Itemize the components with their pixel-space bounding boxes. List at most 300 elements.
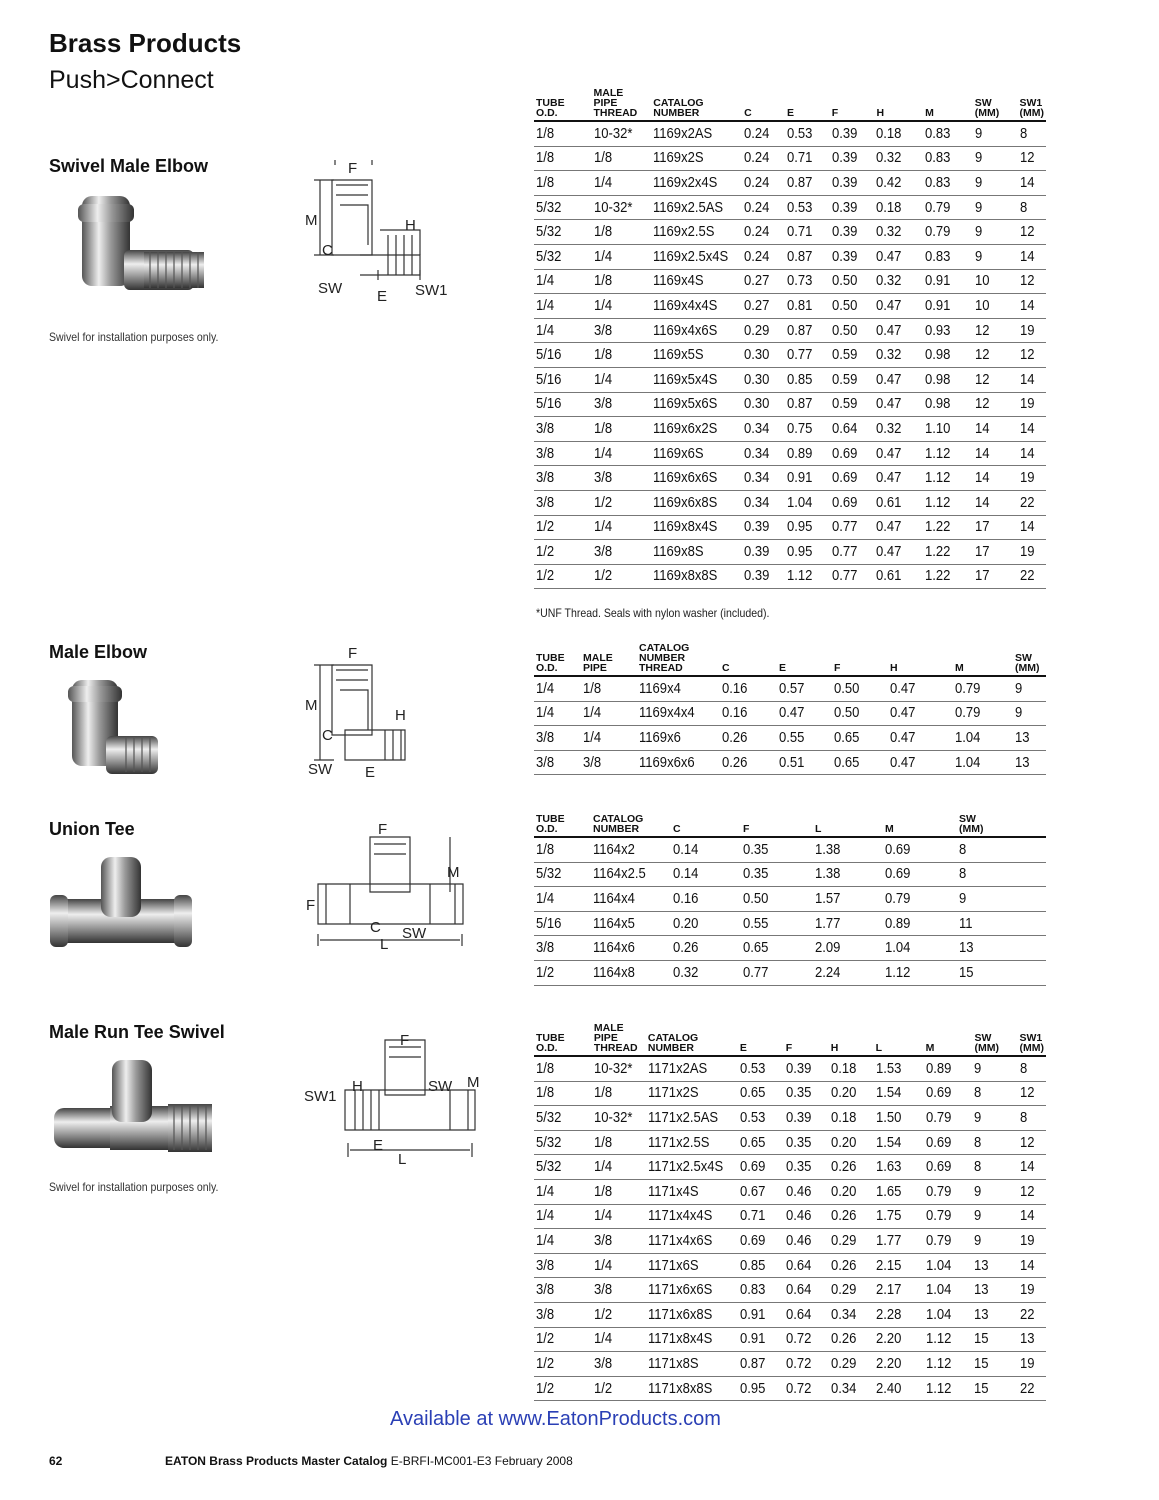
table-cell: 1.12 xyxy=(924,1376,973,1401)
table-cell: 2.24 xyxy=(813,960,883,985)
table-cell: 0.57 xyxy=(777,676,832,701)
table-cell: 19 xyxy=(1018,466,1047,491)
col-header: F xyxy=(830,88,875,121)
table-cell: 0.65 xyxy=(738,1130,784,1155)
table-cell: 0.30 xyxy=(742,392,785,417)
table-cell: 9 xyxy=(973,146,1018,171)
table-cell: 1.04 xyxy=(785,490,830,515)
table-row xyxy=(534,887,1046,912)
table-cell: 0.87 xyxy=(785,392,830,417)
table-cell: 5/32 xyxy=(534,195,592,220)
table-cell: 0.79 xyxy=(924,1106,973,1131)
table-cell: 1.04 xyxy=(924,1278,973,1303)
table-cell: 1.38 xyxy=(813,862,883,887)
col-header: M xyxy=(923,88,973,121)
table-cell: 0.39 xyxy=(742,564,785,589)
table-row xyxy=(534,1106,1046,1131)
table-cell: 0.69 xyxy=(830,490,875,515)
table-cell: 1/8 xyxy=(592,146,652,171)
table-cell: 3/8 xyxy=(592,466,652,491)
table-cell: 8 xyxy=(1018,1106,1047,1131)
col-header: E xyxy=(785,88,830,121)
col-header: SW (MM) xyxy=(957,814,1046,837)
table-cell: 12 xyxy=(1018,1130,1047,1155)
table-cell: 2.40 xyxy=(874,1376,924,1401)
table-row xyxy=(534,1130,1046,1155)
table-cell: 1169x2AS xyxy=(651,121,742,146)
table-cell: 1.53 xyxy=(874,1056,924,1081)
table-cell: 1/2 xyxy=(592,1302,646,1327)
table-cell: 0.53 xyxy=(738,1106,784,1131)
table-cell: 0.77 xyxy=(741,960,813,985)
table-cell: 0.34 xyxy=(742,490,785,515)
table-cell: 0.69 xyxy=(830,466,875,491)
table-cell: 0.39 xyxy=(830,121,875,146)
table-cell: 12 xyxy=(1018,1179,1047,1204)
table-cell: 0.53 xyxy=(785,195,830,220)
table-cell: 0.69 xyxy=(830,441,875,466)
table-cell: 1/8 xyxy=(534,1081,592,1106)
table-cell: 1171x2.5S xyxy=(646,1130,738,1155)
table-cell: 1169x6S xyxy=(651,441,742,466)
table-row xyxy=(534,701,1046,726)
table-cell: 0.24 xyxy=(742,146,785,171)
svg-text:F: F xyxy=(348,160,358,177)
table-row xyxy=(534,417,1046,442)
table-cell: 1169x8x8S xyxy=(651,564,742,589)
svg-text:C: C xyxy=(322,242,333,259)
table-cell: 15 xyxy=(972,1327,1017,1352)
table-cell: 14 xyxy=(1018,1253,1047,1278)
table-row xyxy=(534,1229,1046,1254)
table-cell: 1/4 xyxy=(592,515,652,540)
table-cell: 1.12 xyxy=(923,466,973,491)
table-row xyxy=(534,564,1046,589)
table-cell: 0.69 xyxy=(883,862,957,887)
col-header: M xyxy=(883,814,957,837)
table-cell: 0.27 xyxy=(742,269,785,294)
table-cell: 0.98 xyxy=(923,367,973,392)
table-cell: 5/16 xyxy=(534,367,592,392)
table-cell: 0.83 xyxy=(923,146,973,171)
table-cell: 0.24 xyxy=(742,195,785,220)
table-cell: 0.39 xyxy=(742,515,785,540)
col-header: E xyxy=(777,643,832,676)
table-cell: 1/2 xyxy=(534,1352,592,1377)
table-cell: 19 xyxy=(1018,1352,1047,1377)
table-cell: 0.83 xyxy=(923,121,973,146)
table-cell: 3/8 xyxy=(592,318,652,343)
table-cell: 3/8 xyxy=(534,1302,592,1327)
table-cell: 9 xyxy=(957,887,1046,912)
table-cell: 14 xyxy=(1018,171,1047,196)
swivel-footnote: *UNF Thread. Seals with nylon washer (included). xyxy=(536,606,770,620)
table-cell: 3/8 xyxy=(592,540,652,565)
table-cell: 0.77 xyxy=(830,515,875,540)
table-cell: 1171x6x8S xyxy=(646,1302,738,1327)
table-cell: 19 xyxy=(1018,1229,1047,1254)
table-cell: 0.26 xyxy=(829,1253,874,1278)
table-cell: 9 xyxy=(973,220,1018,245)
table-cell: 0.95 xyxy=(785,540,830,565)
table-cell: 0.24 xyxy=(742,171,785,196)
table-cell: 0.69 xyxy=(924,1130,973,1155)
table-row xyxy=(534,220,1046,245)
table-cell: 1.54 xyxy=(874,1130,924,1155)
col-header: CATALOG NUMBER xyxy=(646,1023,738,1056)
table-cell: 1.54 xyxy=(874,1081,924,1106)
table-cell: 1.50 xyxy=(874,1106,924,1131)
table-cell: 5/16 xyxy=(534,911,591,936)
table-cell: 1.04 xyxy=(883,936,957,961)
svg-text:C: C xyxy=(370,919,381,936)
table-cell: 0.39 xyxy=(830,171,875,196)
table-cell: 0.24 xyxy=(742,244,785,269)
col-header: M xyxy=(953,643,1013,676)
swivel-male-elbow-table xyxy=(534,88,1046,589)
table-cell: 1.12 xyxy=(785,564,830,589)
swivel-note: Swivel for installation purposes only. xyxy=(49,330,219,344)
table-cell: 0.73 xyxy=(785,269,830,294)
table-cell: 0.64 xyxy=(784,1302,829,1327)
table-cell: 1/8 xyxy=(534,1056,592,1081)
table-cell: 0.34 xyxy=(829,1302,874,1327)
table-cell: 1169x6x8S xyxy=(651,490,742,515)
table-cell: 0.72 xyxy=(784,1327,829,1352)
table-cell: 1/4 xyxy=(534,701,581,726)
table-cell: 1169x4x4 xyxy=(637,701,720,726)
table-cell: 12 xyxy=(1018,146,1047,171)
table-cell: 0.47 xyxy=(874,466,923,491)
table-row xyxy=(534,1204,1046,1229)
table-cell: 0.30 xyxy=(742,367,785,392)
table-cell: 14 xyxy=(1018,417,1047,442)
table-cell: 0.67 xyxy=(738,1179,784,1204)
table-row xyxy=(534,171,1046,196)
svg-text:H: H xyxy=(395,707,406,724)
table-cell: 10 xyxy=(973,294,1018,319)
table-cell: 10-32* xyxy=(592,1106,646,1131)
table-cell: 3/8 xyxy=(534,466,592,491)
table-cell: 0.39 xyxy=(830,220,875,245)
table-row xyxy=(534,676,1046,701)
table-cell: 8 xyxy=(972,1081,1017,1106)
table-cell: 0.39 xyxy=(784,1056,829,1081)
table-cell: 19 xyxy=(1018,392,1047,417)
male-run-tee-swivel-diagram xyxy=(300,1025,490,1165)
col-header: H xyxy=(829,1023,874,1056)
table-cell: 0.65 xyxy=(832,750,888,775)
table-cell: 0.14 xyxy=(671,837,741,862)
table-cell: 0.47 xyxy=(874,318,923,343)
table-cell: 1.04 xyxy=(924,1253,973,1278)
table-cell: 0.69 xyxy=(738,1155,784,1180)
table-cell: 2.28 xyxy=(874,1302,924,1327)
table-cell: 0.32 xyxy=(671,960,741,985)
svg-text:F: F xyxy=(400,1032,410,1049)
table-cell: 0.39 xyxy=(830,146,875,171)
table-cell: 0.50 xyxy=(830,294,875,319)
table-cell: 0.91 xyxy=(738,1302,784,1327)
table-cell: 3/8 xyxy=(592,392,652,417)
svg-text:M: M xyxy=(305,697,318,714)
col-header: MALE PIPE THREAD xyxy=(592,88,652,121)
table-cell: 1171x2S xyxy=(646,1081,738,1106)
table-cell: 0.64 xyxy=(830,417,875,442)
col-header: SW (MM) xyxy=(973,88,1018,121)
table-cell: 0.89 xyxy=(883,911,957,936)
table-cell: 0.18 xyxy=(874,195,923,220)
table-cell: 0.24 xyxy=(742,220,785,245)
table-cell: 13 xyxy=(972,1302,1017,1327)
table-cell: 0.47 xyxy=(874,367,923,392)
table-cell: 2.09 xyxy=(813,936,883,961)
table-cell: 0.26 xyxy=(720,726,777,751)
table-cell: 9 xyxy=(972,1179,1017,1204)
table-row xyxy=(534,862,1046,887)
table-cell: 0.29 xyxy=(742,318,785,343)
table-cell: 0.32 xyxy=(874,343,923,368)
col-header: SW1 (MM) xyxy=(1018,88,1047,121)
table-cell: 0.34 xyxy=(829,1376,874,1401)
table-row xyxy=(534,540,1046,565)
table-cell: 1164x2 xyxy=(591,837,671,862)
table-cell: 0.98 xyxy=(923,343,973,368)
table-cell: 1169x2x4S xyxy=(651,171,742,196)
table-cell: 1/8 xyxy=(534,146,592,171)
table-cell: 2.20 xyxy=(874,1352,924,1377)
table-cell: 0.39 xyxy=(830,244,875,269)
table-cell: 0.95 xyxy=(738,1376,784,1401)
table-cell: 0.93 xyxy=(923,318,973,343)
table-cell: 2.17 xyxy=(874,1278,924,1303)
table-cell: 0.18 xyxy=(874,121,923,146)
table-cell: 13 xyxy=(1013,726,1046,751)
table-cell: 0.47 xyxy=(777,701,832,726)
table-cell: 1.38 xyxy=(813,837,883,862)
table-row xyxy=(534,960,1046,985)
table-cell: 5/32 xyxy=(534,220,592,245)
table-cell: 1/2 xyxy=(534,1376,592,1401)
table-cell: 1169x4x6S xyxy=(651,318,742,343)
table-cell: 1169x6x2S xyxy=(651,417,742,442)
table-cell: 1/2 xyxy=(534,540,592,565)
table-cell: 10-32* xyxy=(592,121,652,146)
table-cell: 9 xyxy=(972,1106,1017,1131)
table-cell: 0.50 xyxy=(832,701,888,726)
footer-catalog-title: Brass Products Master Catalog xyxy=(209,1454,388,1468)
table-cell: 0.34 xyxy=(742,466,785,491)
table-row xyxy=(534,490,1046,515)
table-cell: 0.98 xyxy=(923,392,973,417)
col-header: F xyxy=(784,1023,829,1056)
table-cell: 1.04 xyxy=(953,750,1013,775)
table-cell: 0.79 xyxy=(924,1179,973,1204)
table-cell: 0.69 xyxy=(883,837,957,862)
table-cell: 3/8 xyxy=(534,490,592,515)
table-cell: 8 xyxy=(972,1130,1017,1155)
table-cell: 1.04 xyxy=(953,726,1013,751)
table-cell: 3/8 xyxy=(534,1253,592,1278)
page-title: Brass Products xyxy=(49,28,242,58)
table-cell: 11 xyxy=(957,911,1046,936)
table-cell: 1/8 xyxy=(592,1179,646,1204)
table-cell: 1169x4S xyxy=(651,269,742,294)
col-header: C xyxy=(742,88,785,121)
table-cell: 0.26 xyxy=(829,1155,874,1180)
table-cell: 0.35 xyxy=(741,862,813,887)
table-cell: 1/2 xyxy=(534,564,592,589)
page-number: 62 xyxy=(49,1454,63,1468)
page-footer xyxy=(49,1454,573,1468)
table-cell: 0.85 xyxy=(738,1253,784,1278)
svg-text:SW: SW xyxy=(308,761,333,778)
table-row xyxy=(534,343,1046,368)
table-cell: 8 xyxy=(957,837,1046,862)
table-cell: 0.35 xyxy=(784,1130,829,1155)
table-cell: 1169x8S xyxy=(651,540,742,565)
table-cell: 1.65 xyxy=(874,1179,924,1204)
table-cell: 0.71 xyxy=(738,1204,784,1229)
table-cell: 1/2 xyxy=(534,515,592,540)
col-header: F xyxy=(832,643,888,676)
table-cell: 1/8 xyxy=(534,121,592,146)
table-cell: 1/4 xyxy=(592,1204,646,1229)
table-cell: 0.47 xyxy=(874,540,923,565)
table-cell: 0.29 xyxy=(829,1278,874,1303)
table-cell: 5/32 xyxy=(534,862,591,887)
table-cell: 0.83 xyxy=(923,244,973,269)
table-cell: 1169x5x6S xyxy=(651,392,742,417)
table-cell: 0.77 xyxy=(830,540,875,565)
table-cell: 22 xyxy=(1018,1376,1047,1401)
table-cell: 0.89 xyxy=(924,1056,973,1081)
footer-date: February 2008 xyxy=(494,1454,573,1468)
table-cell: 14 xyxy=(973,417,1018,442)
table-cell: 1169x2.5x4S xyxy=(651,244,742,269)
section-title-male-run-tee-swivel: Male Run Tee Swivel xyxy=(49,1022,225,1042)
table-cell: 0.47 xyxy=(888,726,953,751)
table-cell: 1171x4S xyxy=(646,1179,738,1204)
table-cell: 1171x8x8S xyxy=(646,1376,738,1401)
table-cell: 14 xyxy=(1018,441,1047,466)
col-header: L xyxy=(813,814,883,837)
table-cell: 3/8 xyxy=(534,441,592,466)
male-run-tee-swivel-table xyxy=(534,1023,1046,1401)
table-cell: 1.57 xyxy=(813,887,883,912)
table-cell: 0.16 xyxy=(720,701,777,726)
table-cell: 0.26 xyxy=(671,936,741,961)
table-cell: 8 xyxy=(1018,195,1047,220)
table-cell: 1/4 xyxy=(581,701,637,726)
table-cell: 0.47 xyxy=(888,701,953,726)
table-cell: 1.22 xyxy=(923,540,973,565)
table-cell: 1169x2.5AS xyxy=(651,195,742,220)
table-cell: 5/32 xyxy=(534,1106,592,1131)
table-cell: 0.16 xyxy=(671,887,741,912)
col-header: TUBE O.D. xyxy=(534,88,592,121)
table-cell: 1/4 xyxy=(534,318,592,343)
table-cell: 1/4 xyxy=(534,887,591,912)
table-cell: 0.47 xyxy=(874,441,923,466)
table-row xyxy=(534,441,1046,466)
table-cell: 3/8 xyxy=(534,1278,592,1303)
table-cell: 1/4 xyxy=(534,294,592,319)
table-cell: 1171x8S xyxy=(646,1352,738,1377)
table-cell: 0.55 xyxy=(741,911,813,936)
table-cell: 0.35 xyxy=(741,837,813,862)
table-cell: 14 xyxy=(1018,244,1047,269)
table-row xyxy=(534,1376,1046,1401)
table-cell: 1/8 xyxy=(534,837,591,862)
table-cell: 0.50 xyxy=(832,676,888,701)
table-cell: 0.91 xyxy=(738,1327,784,1352)
col-header: F xyxy=(741,814,813,837)
table-cell: 1171x2AS xyxy=(646,1056,738,1081)
table-cell: 13 xyxy=(1013,750,1046,775)
table-row xyxy=(534,1327,1046,1352)
table-cell: 1/2 xyxy=(534,960,591,985)
table-cell: 0.91 xyxy=(923,294,973,319)
footer-catalog-code: E-BRFI-MC001-E3 xyxy=(390,1454,492,1468)
table-cell: 3/8 xyxy=(592,1229,646,1254)
table-cell: 2.15 xyxy=(874,1253,924,1278)
col-header: L xyxy=(874,1023,924,1056)
table-cell: 1164x5 xyxy=(591,911,671,936)
table-cell: 1/4 xyxy=(592,1155,646,1180)
table-cell: 15 xyxy=(957,960,1046,985)
table-cell: 0.61 xyxy=(874,490,923,515)
svg-text:H: H xyxy=(405,217,416,234)
table-cell: 1/4 xyxy=(592,1327,646,1352)
table-cell: 1/4 xyxy=(592,441,652,466)
table-cell: 8 xyxy=(957,862,1046,887)
table-cell: 0.32 xyxy=(874,269,923,294)
table-cell: 1.63 xyxy=(874,1155,924,1180)
table-row xyxy=(534,515,1046,540)
table-row xyxy=(534,121,1046,146)
table-cell: 9 xyxy=(972,1229,1017,1254)
table-cell: 12 xyxy=(973,392,1018,417)
table-cell: 13 xyxy=(1018,1327,1047,1352)
table-cell: 0.47 xyxy=(874,244,923,269)
table-cell: 1171x4x6S xyxy=(646,1229,738,1254)
table-cell: 1164x6 xyxy=(591,936,671,961)
table-cell: 15 xyxy=(972,1352,1017,1377)
watermark-link[interactable]: Available at www.EatonProducts.com xyxy=(390,1408,721,1430)
table-cell: 3/8 xyxy=(592,1278,646,1303)
table-cell: 12 xyxy=(1018,1081,1047,1106)
col-header: C xyxy=(720,643,777,676)
table-cell: 0.65 xyxy=(741,936,813,961)
table-cell: 0.87 xyxy=(785,244,830,269)
table-cell: 19 xyxy=(1018,318,1047,343)
table-cell: 1/4 xyxy=(534,1179,592,1204)
svg-text:SW1: SW1 xyxy=(415,282,448,299)
table-row xyxy=(534,269,1046,294)
table-cell: 0.91 xyxy=(923,269,973,294)
table-cell: 0.46 xyxy=(784,1204,829,1229)
table-cell: 1/2 xyxy=(592,1376,646,1401)
table-cell: 0.71 xyxy=(785,146,830,171)
table-cell: 0.65 xyxy=(832,726,888,751)
svg-text:F: F xyxy=(348,645,358,662)
col-header: CATALOG NUMBER xyxy=(651,88,742,121)
table-cell: 1169x2.5S xyxy=(651,220,742,245)
svg-text:M: M xyxy=(467,1074,480,1091)
table-cell: 0.26 xyxy=(829,1204,874,1229)
table-row xyxy=(534,466,1046,491)
